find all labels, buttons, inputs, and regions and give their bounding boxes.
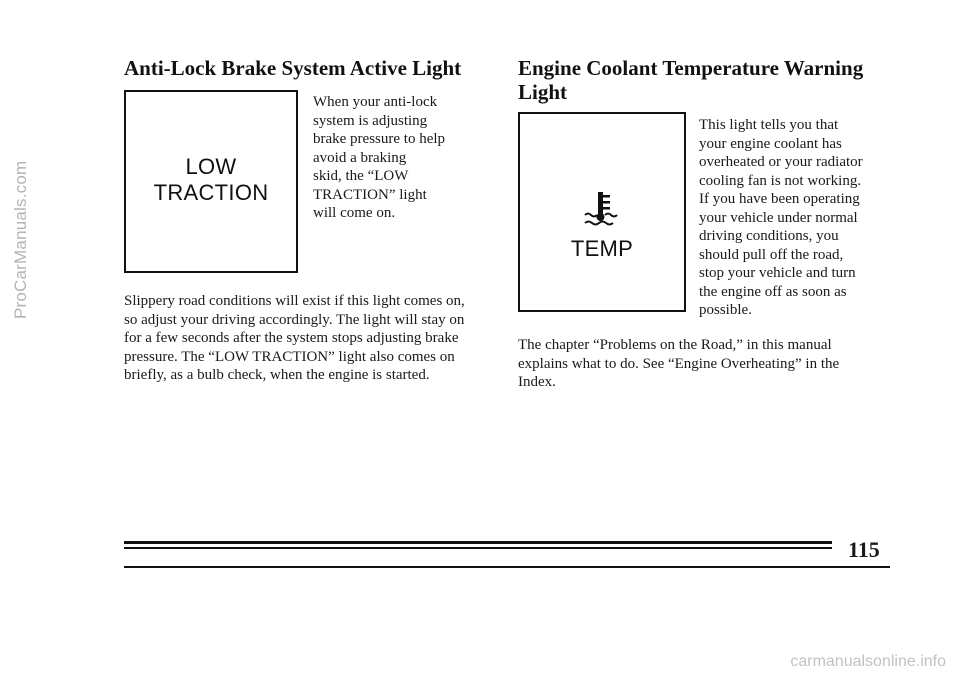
abs-light-side-text [313, 93, 473, 223]
text-line: overheated or your radiator [699, 154, 863, 170]
side-watermark: ProCarManuals.com [11, 160, 30, 320]
text-line: driving conditions, you [699, 228, 839, 244]
text-line: pressure. The “LOW TRACTION” light also comes on [124, 348, 455, 365]
text-line: If you have been operating [699, 191, 860, 207]
abs-light-body-text [124, 292, 484, 385]
text-line: system is adjusting [313, 112, 428, 129]
indicator-text-temp: TEMP [570, 236, 634, 261]
text-line: The chapter “Problems on the Road,” in this manual [518, 337, 832, 353]
text-line: briefly, as a bulb check, when the engine is started. [124, 367, 430, 383]
coolant-light-side-text [699, 116, 889, 320]
text-line: possible. [699, 302, 752, 318]
text-line: This light tells you that [699, 117, 839, 133]
text-line: brake pressure to help [313, 131, 446, 147]
low-traction-indicator-box [124, 90, 298, 273]
text-line: for a few seconds after the system stops adjusting brake [124, 330, 459, 346]
text-line: so adjust your driving accordingly. The light will stay on [124, 311, 465, 328]
indicator-text-low: LOW [185, 154, 237, 179]
text-line: Index. [518, 374, 556, 390]
heading-line: Engine Coolant Temperature Warning [518, 56, 864, 80]
bottom-watermark: carmanualsonline.info [790, 653, 946, 670]
text-line: avoid a braking [313, 149, 407, 166]
text-line: Slippery road conditions will exist if this light comes on, [124, 293, 465, 309]
text-line: your engine coolant has [699, 135, 842, 152]
heading-line: Light [518, 80, 568, 104]
text-line: skid, the “LOW [313, 168, 409, 184]
coolant-temperature-icon [580, 190, 624, 234]
text-line: explains what to do. See “Engine Overheating” in the [518, 355, 840, 372]
footer-rule-top [124, 541, 832, 544]
text-line: When your anti-lock [313, 94, 438, 110]
footer-rule-middle [124, 547, 832, 549]
temp-indicator-box [518, 112, 686, 312]
abs-light-heading: Anti-Lock Brake System Active Light [124, 56, 462, 80]
indicator-text-traction: TRACTION [153, 180, 269, 205]
text-line: cooling fan is not working. [699, 172, 862, 189]
text-line: your vehicle under normal [699, 209, 858, 226]
text-line: the engine off as soon as [699, 283, 847, 300]
coolant-light-body-text [518, 336, 888, 392]
text-line: will come on. [313, 205, 396, 221]
text-line: TRACTION” light [313, 186, 427, 203]
text-line: should pull off the road, [699, 246, 844, 263]
coolant-light-heading [518, 56, 863, 104]
text-line: stop your vehicle and turn [699, 265, 856, 281]
page-number: 115 [848, 537, 880, 562]
footer-rule-bottom [124, 566, 890, 568]
